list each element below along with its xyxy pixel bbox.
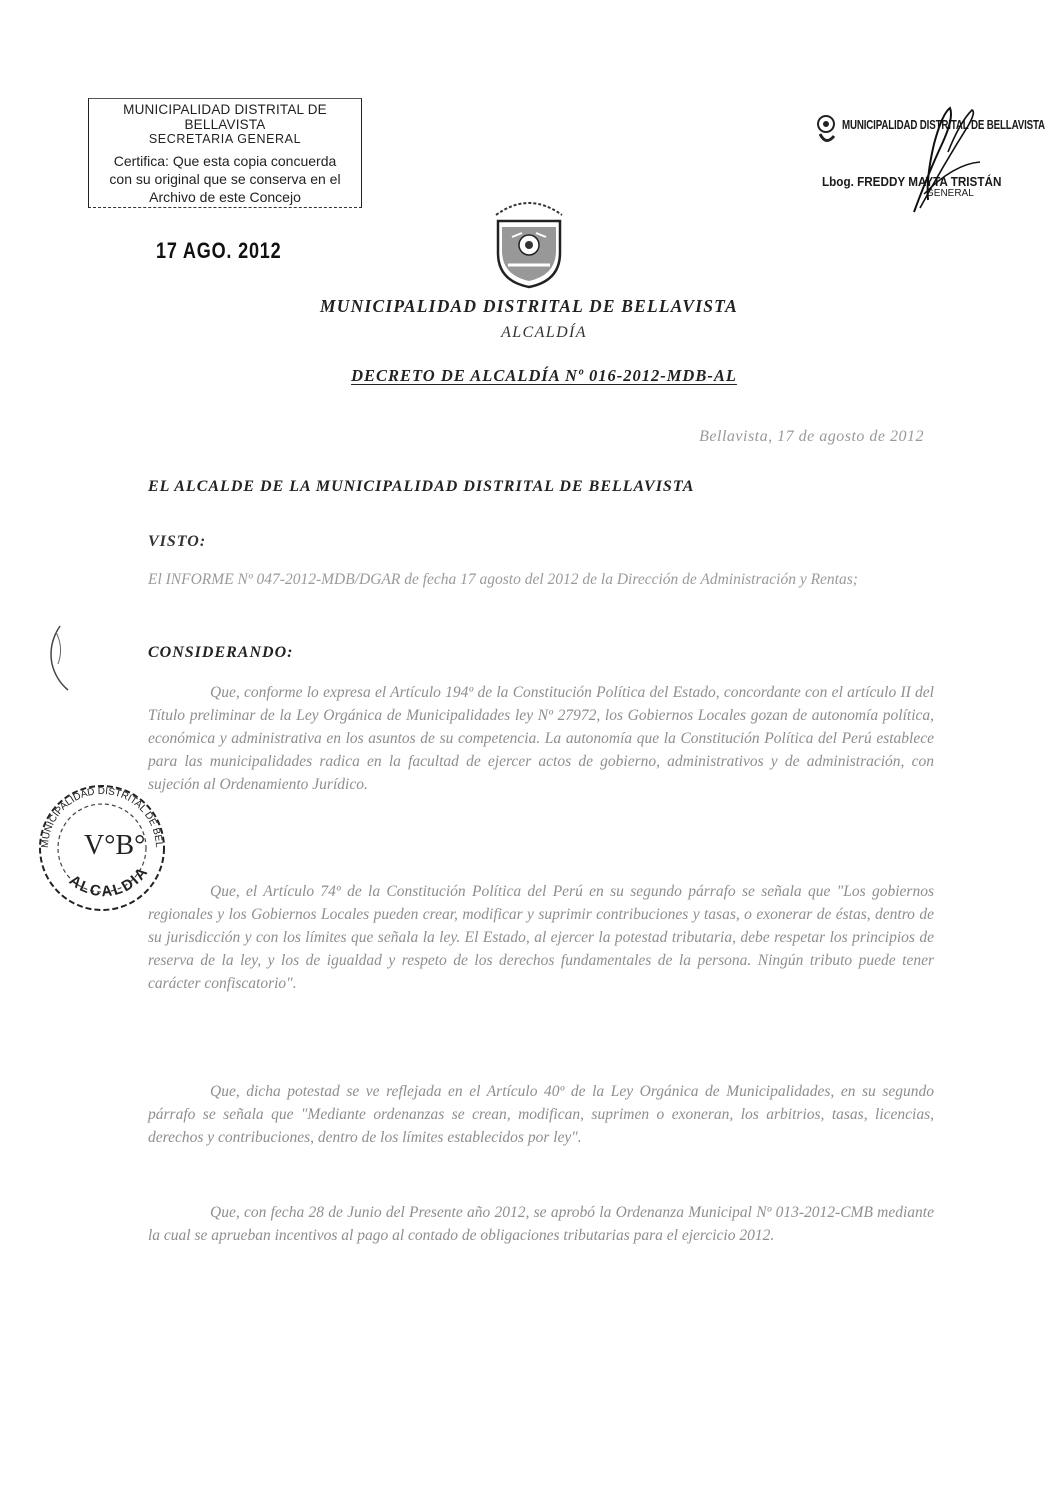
considerando-paragraph: Que, con fecha 28 de Junio del Presente año 2012, se aprobó la Ordenanza Municipal Nº 013-2012-CMB mediante la cual se aprueban incentivos al pago al contado de obligaciones tributarias para el ejercicio 2012. [148, 1204, 934, 1244]
date-stamp: 17 AGO. 2012 [156, 238, 282, 263]
signature-stamp-name: Lbog. FREDDY MAYTA TRISTÁN [822, 174, 1002, 189]
cert-line-3: Certifica: Que esta copia concuerda [113, 153, 337, 169]
document-title: EL ALCALDE DE LA MUNICIPALIDAD DISTRITAL DE BELLAVISTA [148, 478, 695, 495]
margin-initials-icon [38, 624, 78, 694]
considerando-paragraph: Que, dicha potestad se ve reflejada en el Artículo 40º de la Ley Orgánica de Municipalidades, en su segundo párrafo se señala que "Mediante ordenanzas se crean, modifican, suprimen o exoneran, los arbitrios, tasas, licencias, derechos y contribuciones, dentro de los límites establecidos por ley". [148, 1083, 934, 1146]
handwritten-signature-icon [884, 104, 994, 214]
place-date: Bellavista, 17 de agosto de 2012 [699, 428, 924, 445]
signature-stamp-org: MUNICIPALIDAD DISTRITAL DE BELLAVISTA [842, 118, 1045, 132]
cert-line-1: MUNICIPALIDAD DISTRITAL DE BELLAVISTA [123, 102, 327, 132]
decree-title: DECRETO DE ALCALDÍA Nº 016-2012-MDB-AL [351, 366, 737, 385]
document-org-heading: MUNICIPALIDAD DISTRITAL DE BELLAVISTA [320, 296, 738, 316]
document-office-heading: ALCALDÍA [501, 324, 587, 341]
cert-line-5: Archivo de este Concejo [149, 189, 301, 205]
certification-stamp [88, 98, 362, 208]
signature-stamp-role: GENERAL [926, 188, 974, 199]
cert-body [89, 152, 361, 206]
signature-stamp [814, 104, 1058, 214]
decree-number [0, 366, 1058, 386]
seal-center-text: V°B° [84, 830, 146, 861]
cert-line-2: SECRETARIA GENERAL [148, 132, 302, 146]
coat-of-arms-icon [488, 193, 570, 289]
considerando-paragraph: Que, conforme lo expresa el Artículo 194º de la Constitución Política del Estado, concordante con el artículo II del Título preliminar de la Ley Orgánica de Municipalidades ley Nº 27972, los Gobiernos Locales gozan de autonomía política, económica y administrativa en los asuntos de su competencia. La autonomía que la Constitución Política del Perú establece para las municipalidades radica en la facultad de ejercer actos de gobierno, administrativos y de administración, con sujeción al Ordenamiento Jurídico. [148, 684, 934, 793]
seal-bottom-text: ALCALDIA [65, 862, 153, 901]
visto-text: El INFORME Nº 047-2012-MDB/DGAR de fecha 17 agosto del 2012 de la Dirección de Administración y Rentas; [148, 571, 858, 588]
seal-mini-icon [814, 110, 844, 150]
considerando-paragraph: Que, el Artículo 74º de la Constitución Política del Perú en su segundo párrafo se señala que "Los gobiernos regionales y los Gobiernos Locales pueden crear, modificar y suprimir contribuciones y tasas, o exonerar de éstas, dentro de su jurisdicción y con los límites que señala la ley. El Estado, al ejercer la potestad tributaria, debe respetar los principios de reserva de la ley, y los de igualdad y respeto de los derechos fundamentales de la persona. Ningún tributo puede tener carácter confiscatorio". [148, 883, 934, 992]
visto-heading: VISTO: [148, 533, 207, 550]
vobo-seal-icon [26, 768, 174, 918]
considerando-heading: CONSIDERANDO: [148, 644, 294, 661]
cert-line-4: con su original que se conserva en el [109, 171, 341, 187]
seal-top-text: MUNICIPALIDAD DISTRITAL DE BEL [39, 785, 165, 849]
